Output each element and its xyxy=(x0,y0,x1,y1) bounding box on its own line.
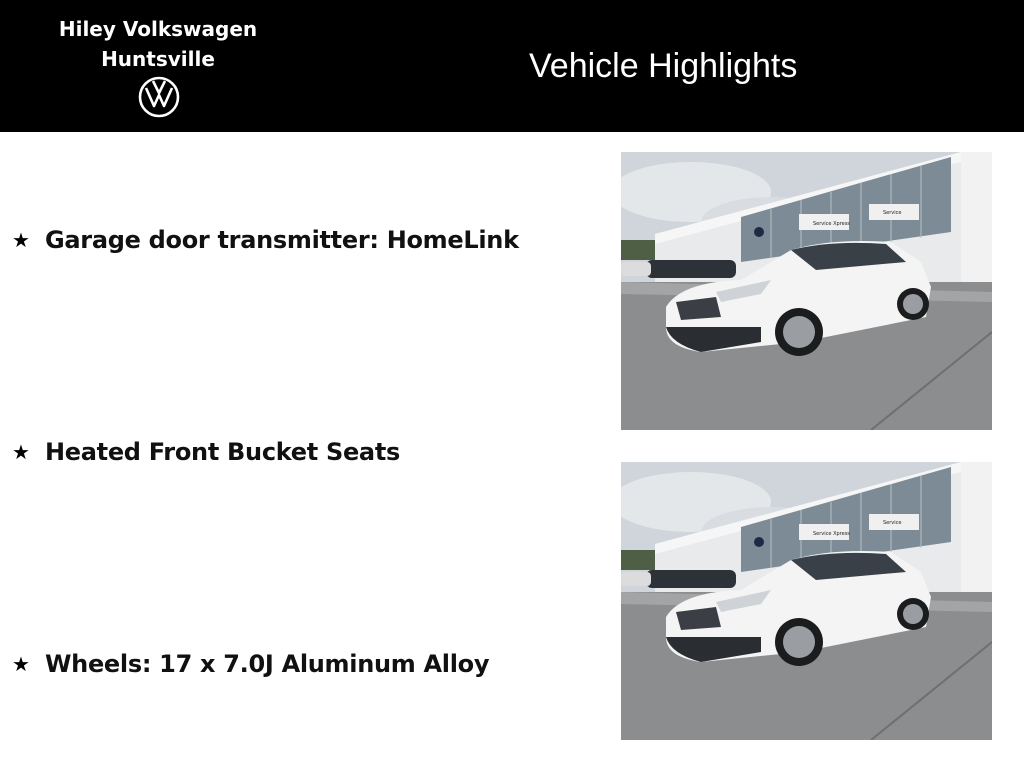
vehicle-photo xyxy=(621,152,992,430)
sign-service: Service xyxy=(883,210,902,216)
star-icon: ★ xyxy=(12,228,30,252)
sign-service-xpress: Service Xpress xyxy=(813,221,850,227)
volkswagen-logo-icon xyxy=(138,76,180,118)
sign-service-xpress: Service Xpress xyxy=(813,531,850,537)
highlight-item xyxy=(12,644,489,684)
header-bar xyxy=(0,0,1024,132)
sign-service: Service xyxy=(883,520,902,526)
dealer-name xyxy=(56,14,260,74)
page-title: Vehicle Highlights xyxy=(529,47,798,85)
vehicle-photo xyxy=(621,462,992,740)
star-icon: ★ xyxy=(12,652,30,676)
highlight-text: Garage door transmitter: HomeLink xyxy=(45,226,519,254)
dealer-name-line2: Huntsville xyxy=(101,47,215,71)
highlight-item xyxy=(12,432,400,472)
highlight-text: Heated Front Bucket Seats xyxy=(45,438,400,466)
highlight-item xyxy=(12,220,519,260)
dealer-name-line1: Hiley Volkswagen xyxy=(58,17,258,41)
star-icon: ★ xyxy=(12,440,30,464)
highlight-text: Wheels: 17 x 7.0J Aluminum Alloy xyxy=(45,650,490,678)
